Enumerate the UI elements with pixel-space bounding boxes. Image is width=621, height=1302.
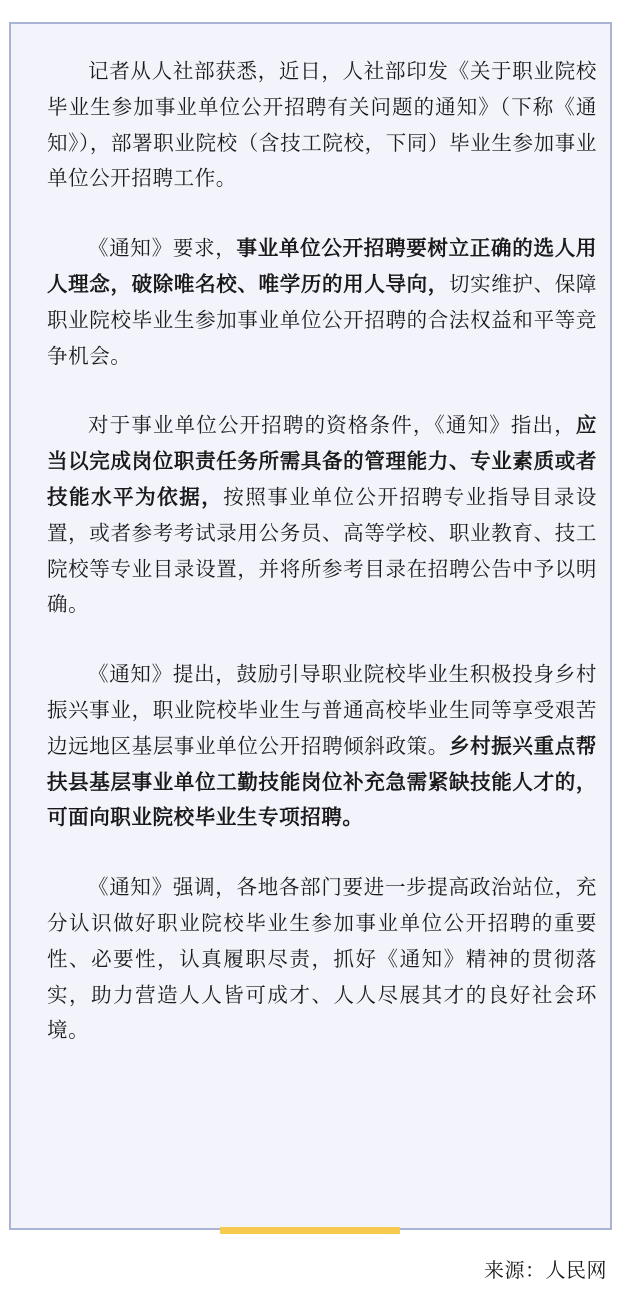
paragraph-4-text-a: 《通知》提出，鼓励引导职业院校毕业生积极投身乡村振兴事业，职业院校毕业生与普通高校毕业生同等享受艰苦边远地区基层事业单位公开招聘倾斜政策。: [47, 662, 597, 758]
paragraph-4-emphasis: 乡村振兴重点帮扶县基层事业单位工勤技能岗位补充急需紧缺技能人才的，可面向职业院校毕业生专项招聘。: [47, 733, 598, 830]
article-panel: [9, 22, 612, 1230]
article-body: [47, 54, 597, 1049]
paragraph-3-text-b: 按照事业单位公开招聘专业指导目录设置，或者参考考试录用公务员、高等学校、职业教育、技工院校等专业目录设置，并将所参考目录在招聘公告中予以明确。: [47, 484, 597, 617]
paragraph-2: [47, 231, 597, 374]
paragraph-4: [47, 657, 597, 836]
paragraph-2-emphasis: 事业单位公开招聘要树立正确的选人用人理念，破除唯名校、唯学历的用人导向，: [47, 236, 598, 296]
paragraph-2-text-b: 切实维护、保障职业院校毕业生参加事业单位公开招聘的合法权益和平等竞争机会。: [47, 271, 598, 368]
paragraph-5-text: 《通知》强调，各地各部门要进一步提高政治站位，充分认识做好职业院校毕业生参加事业单位公开招聘的重要性、必要性，认真履职尽责，抓好《通知》精神的贯彻落实，助力营造人人皆可成才、人人尽展其才的良好社会环境。: [47, 875, 597, 1043]
paragraph-1-text: 记者从人社部获悉，近日，人社部印发《关于职业院校毕业生参加事业单位公开招聘有关问题的通知》（下称《通知》），部署职业院校（含技工院校，下同）毕业生参加事业单位公开招聘工作。: [47, 59, 597, 191]
paragraph-3-emphasis: 应当以完成岗位职责任务所需具备的管理能力、专业素质或者技能水平为依据，: [47, 413, 597, 509]
source-credit: 来源：人民网: [484, 1258, 607, 1282]
paragraph-1: [47, 54, 597, 197]
paragraph-3-text-a: 对于事业单位公开招聘的资格条件，《通知》指出，: [88, 413, 576, 438]
paragraph-3: [47, 408, 597, 623]
paragraph-2-text-a: 《通知》要求，: [88, 236, 237, 261]
paragraph-5: [47, 870, 597, 1049]
accent-divider-bar: [220, 1227, 400, 1234]
